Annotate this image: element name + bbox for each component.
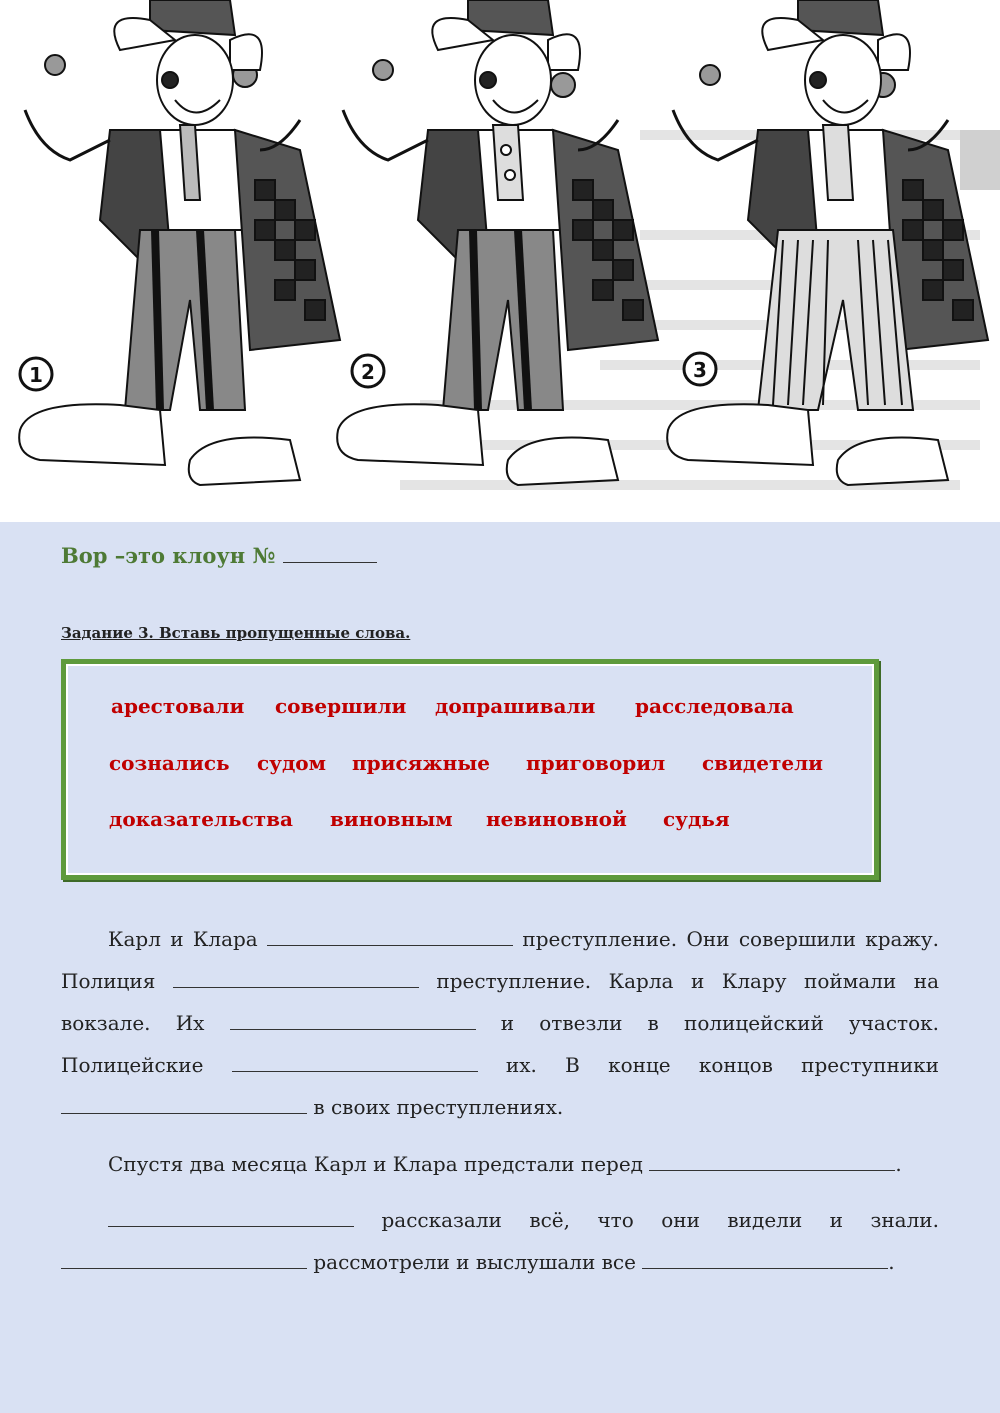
paragraph-text: рассказали всё, что они видели и знали.	[381, 1208, 939, 1232]
paragraph-text: преступление. Они совершили кражу. Полиция	[61, 927, 939, 993]
paragraph-text: и отвезли в полицейский участок. Полицейские	[61, 1011, 940, 1077]
paragraph-text: преступление. Карла и Клару поймали на вокзале. Их	[61, 969, 940, 1035]
word-item[interactable]: свидетели	[702, 751, 824, 775]
clown-3	[667, 0, 988, 485]
clown-2-number: 2	[361, 360, 375, 384]
paragraph-text: .	[895, 1152, 902, 1176]
word-item[interactable]: совершили	[275, 694, 407, 718]
fill-blank-6[interactable]	[649, 1148, 895, 1171]
fill-blank-5[interactable]	[61, 1091, 307, 1114]
clown-2	[337, 0, 658, 485]
clowns-drawing	[0, 0, 1000, 522]
word-item[interactable]: невиновной	[486, 807, 627, 831]
paragraph-1	[61, 918, 939, 1128]
fill-blank-9[interactable]	[642, 1246, 888, 1269]
word-item[interactable]: арестовали	[111, 694, 245, 718]
paragraph-3	[61, 1199, 939, 1283]
fill-blank-7[interactable]	[108, 1204, 354, 1227]
paragraph-text: рассмотрели и выслушали все	[313, 1250, 636, 1274]
fill-blank-8[interactable]	[61, 1246, 307, 1269]
answer-line	[61, 540, 377, 568]
word-item[interactable]: судья	[663, 807, 730, 831]
task-title: Задание 3. Вставь пропущенные слова.	[61, 624, 411, 642]
clown-illustration	[0, 0, 1000, 522]
word-item[interactable]: расследовала	[635, 694, 794, 718]
clown-3-number: 3	[693, 358, 707, 382]
paragraph-text: Спустя два месяца Карл и Клара предстали перед	[108, 1152, 643, 1176]
answer-blank[interactable]	[283, 540, 377, 563]
paragraph-text: их. В конце концов преступники	[505, 1053, 939, 1077]
paragraph-2	[61, 1143, 939, 1185]
fill-blank-4[interactable]	[232, 1049, 478, 1072]
word-item[interactable]: судом	[257, 751, 327, 775]
clown-1	[19, 0, 340, 485]
paragraph-text: в своих преступлениях.	[313, 1095, 564, 1119]
word-item[interactable]: допрашивали	[435, 694, 596, 718]
word-item[interactable]: сознались	[109, 751, 230, 775]
paragraph-text: Карл и Клара	[108, 927, 258, 951]
word-item[interactable]: виновным	[330, 807, 453, 831]
word-bank	[61, 659, 879, 880]
word-item[interactable]: доказательства	[109, 807, 294, 831]
paragraph-text: .	[888, 1250, 895, 1274]
word-item[interactable]: приговорил	[526, 751, 666, 775]
word-item[interactable]: присяжные	[352, 751, 491, 775]
fill-blank-2[interactable]	[173, 965, 419, 988]
answer-text: Вор –это клоун №	[61, 543, 276, 568]
fill-blank-1[interactable]	[267, 923, 513, 946]
clown-1-number: 1	[29, 363, 43, 387]
fill-blank-3[interactable]	[230, 1007, 476, 1030]
